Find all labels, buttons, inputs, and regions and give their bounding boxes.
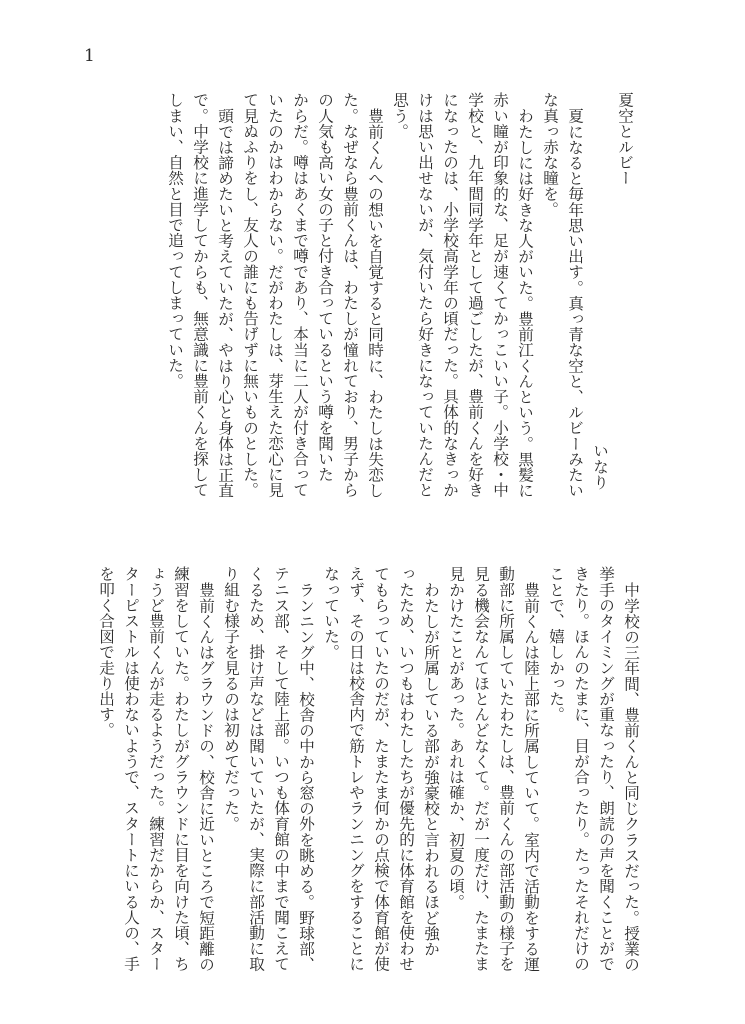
text-block-top (162, 92, 637, 502)
paragraph-first-line: 豊前くんはグラウンドの、校舎に近いところで短距離の (197, 581, 215, 972)
paragraph-first-line: わたしには好きな人がいた。豊前江くんという。黒髪に (516, 107, 534, 498)
text-line: になったのは、小学校高学年の頃だった。具体的なきっか (441, 92, 459, 498)
text-line: な真っ赤な瞳を。 (541, 92, 559, 217)
paragraph-first-line: 豊前くんへの想いを自覚すると同時に、わたしは失恋し (366, 107, 384, 498)
text-line: ターピストルは使わないようで、スタートにいる人の、手 (122, 566, 140, 972)
text-line: いたのかはわからない。だがわたしは、芽生えた恋心に見 (266, 92, 284, 498)
text-line: て見ぬふりをし、友人の誰にも告げずに無いものとした。 (241, 92, 259, 498)
story-title: 夏空とルビー (616, 92, 634, 186)
text-line: 見る機会なんてほとんどなくて。だが一度だけ、たまたま (472, 566, 490, 972)
text-line: 学校と、九年間同学年として過ごしたが、豊前くんを好き (466, 92, 484, 498)
text-line: ょうど豊前くんが走るようだった。練習だからか、スター (147, 566, 165, 972)
text-line: た。なぜなら豊前くんは、わたしが憧れており、男子から (341, 92, 359, 498)
text-line: テニス部、そして陸上部。いつも体育館の中まで聞こえて (272, 566, 290, 972)
paragraph-first-line: 頭では諦めたいと考えていたが、やはり心と身体は正直 (216, 107, 234, 498)
paragraph-first-line: ランニング中、校舎の中から窓の外を眺める。野球部、 (297, 581, 315, 972)
paragraph-first-line: 夏になると毎年思い出す。真っ青な空と、ルビーみたい (566, 107, 584, 498)
text-line: 挙手のタイミングが重なったり、朗読の声を聞くことがで (597, 566, 615, 972)
paragraph-first-line: 豊前くんは陸上部に所属していて。室内で活動をする運 (522, 581, 540, 972)
text-line: ことで、嬉しかった。 (547, 566, 565, 722)
author-name: いなり (591, 443, 609, 490)
text-line: を叩く合図で走り出す。 (97, 566, 115, 738)
text-line: えず、その日は校舎内で筋トレやランニングをすることに (347, 566, 365, 972)
text-line: 動部に所属していたわたしは、豊前くんの部活動の様子を (497, 566, 515, 972)
text-line: ったため、いつもはわたしたちが優先的に体育館を使わせ (397, 566, 415, 972)
text-line: けは思い出せないが、気付いたら好きになっていたんだと (416, 92, 434, 498)
text-line: 思う。 (391, 92, 409, 139)
text-line: 練習をしていた。わたしがグラウンドに目を向けた頃、ち (172, 566, 190, 972)
text-line: の人気も高い女の子と付き合っているという噂を聞いた (316, 92, 334, 482)
paragraph-first-line: わたしが所属している部が強豪校と言われるほど強か (422, 581, 440, 956)
text-line: で。中学校に進学してからも、無意識に豊前くんを探して (191, 92, 209, 498)
text-line: 赤い瞳が印象的な、足が速くてかっこいい子。小学校・中 (491, 92, 509, 498)
text-line: てもらっていたのだが、たまたま何かの点検で体育館が使 (372, 566, 390, 972)
text-block-bottom (93, 566, 643, 976)
text-line: からだ。噂はあくまで噂であり、本当に二人が付き合って (291, 92, 309, 498)
text-line: くるため、掛け声などは聞いていたが、実際に部活動に取 (247, 566, 265, 972)
paragraph-first-line: 中学校の三年間、豊前くんと同じクラスだった。授業の (622, 581, 640, 972)
page-number: 1 (84, 46, 95, 66)
text-line: しまい、自然と目で追ってしまっていた。 (166, 92, 184, 389)
text-line: なっていた。 (322, 566, 340, 660)
text-line: きたり。ほんのたまに、目が合ったり。たったそれだけの (572, 566, 590, 972)
text-line: 見かけたことがあった。あれは確か、初夏の頃。 (447, 566, 465, 910)
text-line: り組む様子を見るのは初めてだった。 (222, 566, 240, 832)
